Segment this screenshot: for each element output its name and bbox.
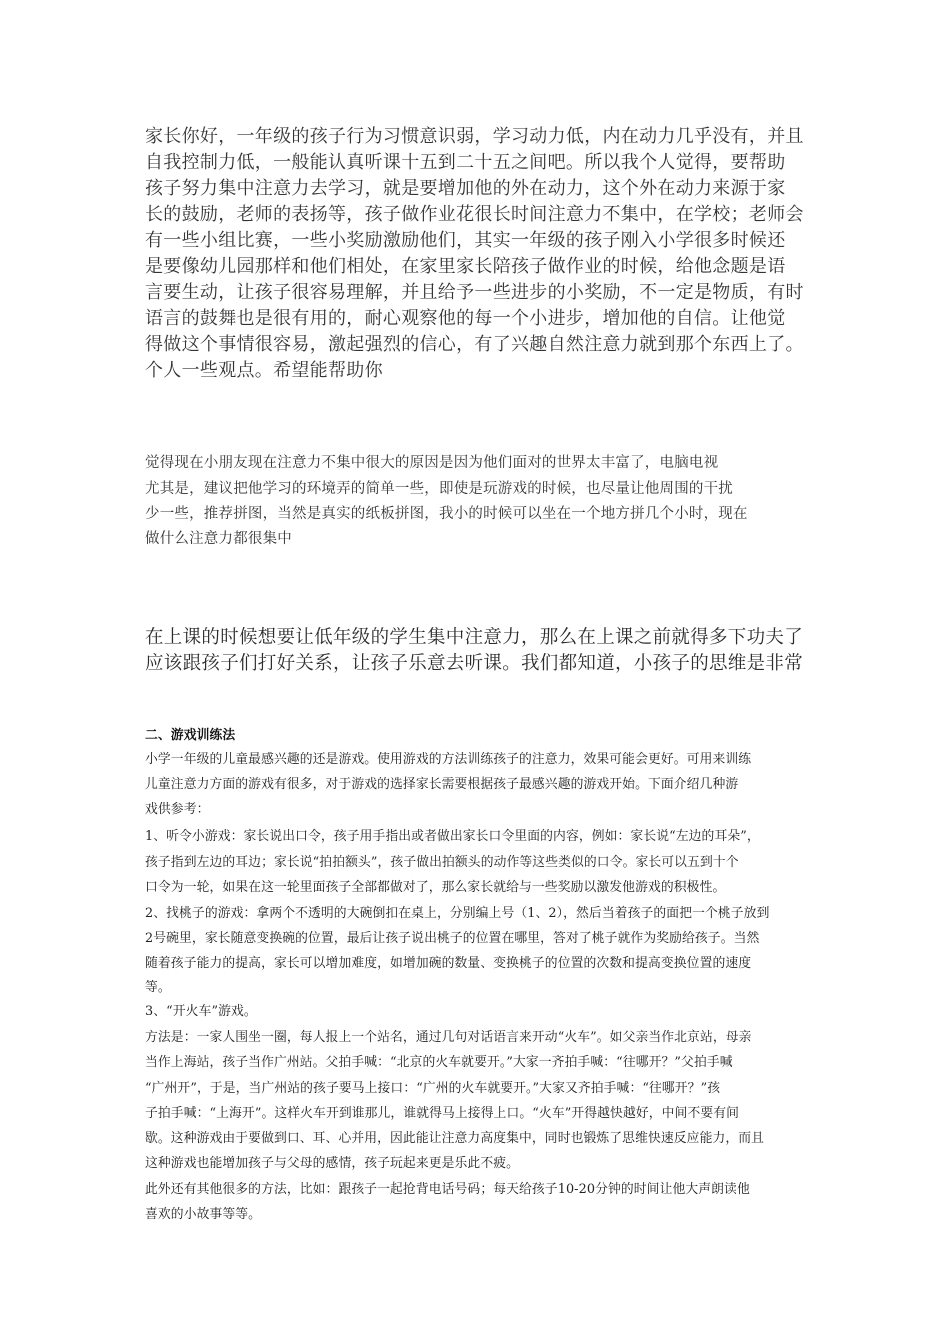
text-line: 尤其是，建议把他学习的环境弄的简单一些，即使是玩游戏的时候，也尽量让他周围的干扰: [145, 481, 733, 497]
text-line: 戏供参考：: [145, 802, 210, 817]
text-line: 歇。这种游戏由于要做到口、耳、心并用，因此能让注意力高度集中，同时也锻炼了思维快速反应能力，而且: [145, 1131, 765, 1146]
text-line: 口令为一轮，如果在这一轮里面孩子全部都做对了，那么家长就给与一些奖励以激发他游戏的积极性。: [145, 880, 726, 895]
text-line: 家长你好，一年级的孩子行为习惯意识弱，学习动力低，内在动力几乎没有，并且: [145, 126, 804, 147]
text-line: 在上课的时候想要让低年级的学生集中注意力，那么在上课之前就得多下功夫了: [145, 627, 804, 648]
text-line: 此外还有其他很多的方法，比如：跟孩子一起抢背电话号码；每天给孩子10-20分钟的时间让他大声朗读他: [145, 1182, 750, 1197]
text-line: “广州开”，于是，当广州站的孩子要马上接口：“广州的火车就要开。”大家又齐拍手喊：“往哪开？”孩: [145, 1081, 721, 1096]
text-line: 得做这个事情很容易，激起强烈的信心，有了兴趣自然注意力就到那个东西上了。: [145, 334, 804, 355]
text-line: 随着孩子能力的提高，家长可以增加难度，如增加碗的数量、变换桃子的位置的次数和提高变换位置的速度: [145, 956, 752, 971]
text-line: 个人一些观点。希望能帮助你: [145, 360, 383, 381]
text-line: 长的鼓励，老师的表扬等，孩子做作业花很长时间注意力不集中，在学校；老师会: [145, 204, 804, 225]
text-line: 方法是：一家人围坐一圈，每人报上一个站名，通过几句对话语言来开动“火车”。如父亲当作北京站，母亲: [145, 1030, 752, 1045]
text-line: 孩子努力集中注意力去学习，就是要增加他的外在动力，这个外在动力来源于家: [145, 178, 786, 199]
text-line: 1、听令小游戏：家长说出口令，孩子用手指出或者做出家长口令里面的内容，例如：家长说“左边的耳朵”，: [145, 829, 760, 844]
text-line: 孩子指到左边的耳边；家长说“拍拍额头”，孩子做出拍额头的动作等这些类似的口令。家长可以五到十个: [145, 855, 739, 870]
text-line: 有一些小组比赛，一些小奖励激励他们，其实一年级的孩子刚入小学很多时候还: [145, 230, 786, 251]
text-line: 言要生动，让孩子很容易理解，并且给予一些进步的小奖励，不一定是物质，有时: [145, 282, 804, 303]
text-line: 喜欢的小故事等等。: [145, 1207, 262, 1222]
text-line: 3、“开火车”游戏。: [145, 1004, 257, 1019]
section-heading: 二、游戏训练法: [145, 728, 236, 743]
text-line: 这种游戏也能增加孩子与父母的感情，孩子玩起来更是乐此不疲。: [145, 1156, 520, 1171]
text-line: 2、找桃子的游戏：拿两个不透明的大碗倒扣在桌上，分别编上号（1、2），然后当着孩子的面把一个桃子放到: [145, 906, 770, 921]
text-line: 语言的鼓舞也是很有用的，耐心观察他的每一个小进步，增加他的自信。让他觉: [145, 308, 786, 329]
text-line: 是要像幼儿园那样和他们相处，在家里家长陪孩子做作业的时候，给他念题是语: [145, 256, 786, 277]
text-line: 自我控制力低，一般能认真听课十五到二十五之间吧。所以我个人觉得，要帮助: [145, 152, 786, 173]
text-line: 做什么注意力都很集中: [145, 531, 292, 547]
text-line: 2号碗里，家长随意变换碗的位置，最后让孩子说出桃子的位置在哪里，答对了桃子就作为奖励给孩子。当然: [145, 931, 760, 946]
text-line: 小学一年级的儿童最感兴趣的还是游戏。使用游戏的方法训练孩子的注意力，效果可能会更好。可用来训练: [145, 752, 752, 767]
text-line: 儿童注意力方面的游戏有很多，对于游戏的选择家长需要根据孩子最感兴趣的游戏开始。下面介绍几种游: [145, 777, 739, 792]
text-line: 子拍手喊：“上海开”。这样火车开到谁那儿，谁就得马上接得上口。“火车”开得越快越好，中间不要有间: [145, 1106, 740, 1121]
text-line: 应该跟孩子们打好关系，让孩子乐意去听课。我们都知道，小孩子的思维是非常: [145, 653, 804, 674]
text-line: 觉得现在小朋友现在注意力不集中很大的原因是因为他们面对的世界太丰富了，电脑电视: [145, 455, 719, 471]
text-line: 等。: [145, 980, 171, 995]
text-line: 少一些，推荐拼图，当然是真实的纸板拼图，我小的时候可以坐在一个地方拼几个小时，现在: [145, 506, 748, 522]
text-line: 当作上海站，孩子当作广州站。父拍手喊：“北京的火车就要开。”大家一齐拍手喊：“往哪开？”父拍手喊: [145, 1055, 733, 1070]
